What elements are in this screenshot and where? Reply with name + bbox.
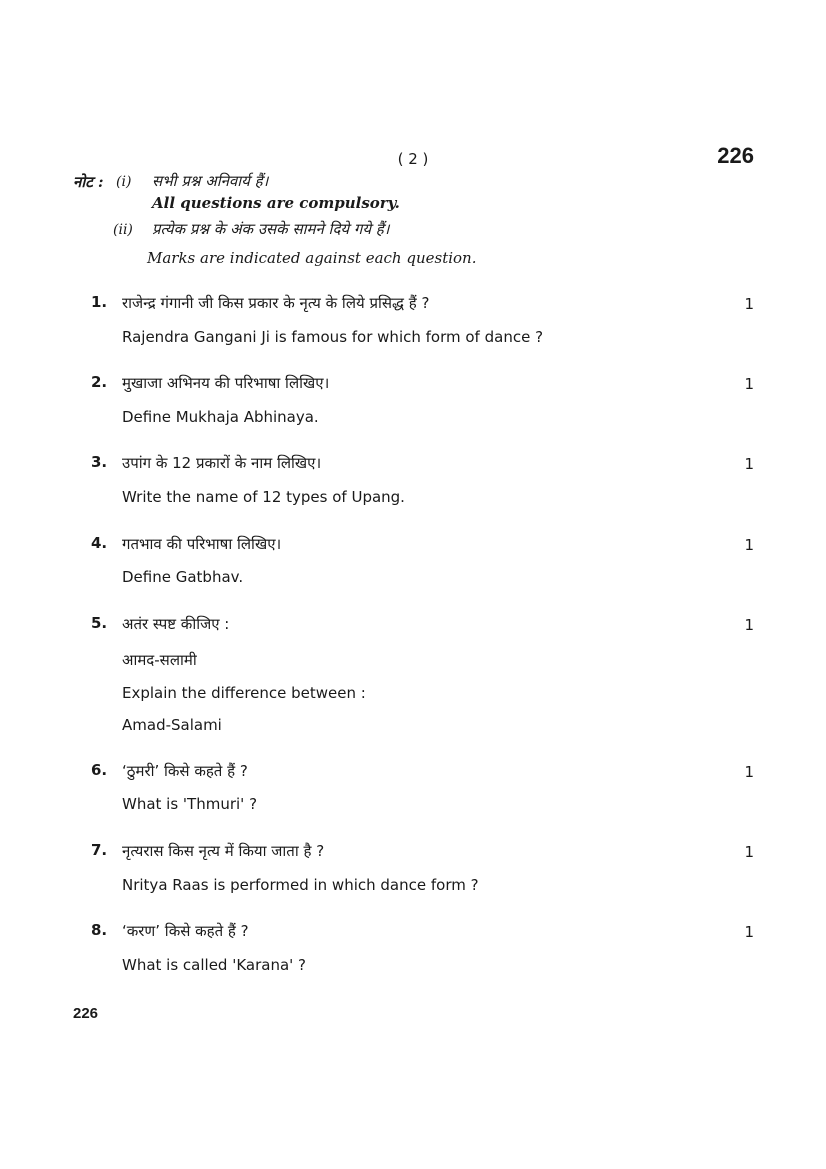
page-number: ( 2 ) [397,150,429,168]
question-number: 5. [91,614,108,632]
note-hindi-1: सभी प्रश्न अनिवार्य हैं। [152,172,269,190]
note-hindi-2: प्रत्येक प्रश्न के अंक उसके सामने दिये गये हैं। [152,220,390,238]
question-english: What is 'Thmuri' ? [122,795,258,813]
question-english: What is called 'Karana' ? [122,956,307,974]
question-marks: 1 [744,616,754,634]
question-hindi: राजेन्द्र गंगानी जी किस प्रकार के नृत्य के लिये प्रसिद्ध हैं ? [122,294,430,312]
question-marks: 1 [744,295,754,313]
question-marks: 1 [744,763,754,781]
question-hindi: ‘ठुमरी’ किसे कहते हैं ? [122,762,248,780]
question-number: 7. [91,841,108,859]
question-hindi: ‘करण’ किसे कहते हैं ? [122,922,249,940]
note-roman-1: (i) [116,174,132,190]
question-hindi: गतभाव की परिभाषा लिखिए। [122,535,282,553]
question-hindi: मुखाजा अभिनय की परिभाषा लिखिए। [122,374,330,392]
paper-code-header: 226 [717,143,754,168]
question-hindi: अतंर स्पष्ट कीजिए : [122,615,230,633]
question-marks: 1 [744,375,754,393]
question-number: 2. [91,373,108,391]
question-number: 4. [91,534,108,552]
note-roman-2: (ii) [113,222,133,238]
question-english: Nritya Raas is performed in which dance form ? [122,876,479,894]
question-number: 3. [91,453,108,471]
paper-code-footer: 226 [73,1005,99,1022]
question-hindi: नृत्यरास किस नृत्य में किया जाता है ? [122,842,325,860]
question-english: Define Mukhaja Abhinaya. [122,408,319,426]
note-english-2: Marks are indicated against each question. [147,249,477,267]
question-number: 1. [91,293,108,311]
question-english: Explain the difference between : [122,684,366,702]
question-english-sub: Amad-Salami [122,716,222,734]
question-number: 6. [91,761,108,779]
question-number: 8. [91,921,108,939]
question-marks: 1 [744,536,754,554]
question-hindi-sub: आमद-सलामी [122,651,197,669]
question-hindi: उपांग के 12 प्रकारों के नाम लिखिए। [122,454,322,472]
note-label: नोट : [73,173,104,191]
question-english: Write the name of 12 types of Upang. [122,488,405,506]
question-marks: 1 [744,455,754,473]
question-english: Define Gatbhav. [122,568,244,586]
note-english-1: All questions are compulsory. [152,194,400,212]
question-marks: 1 [744,843,754,861]
question-marks: 1 [744,923,754,941]
question-english: Rajendra Gangani Ji is famous for which form of dance ? [122,328,544,346]
